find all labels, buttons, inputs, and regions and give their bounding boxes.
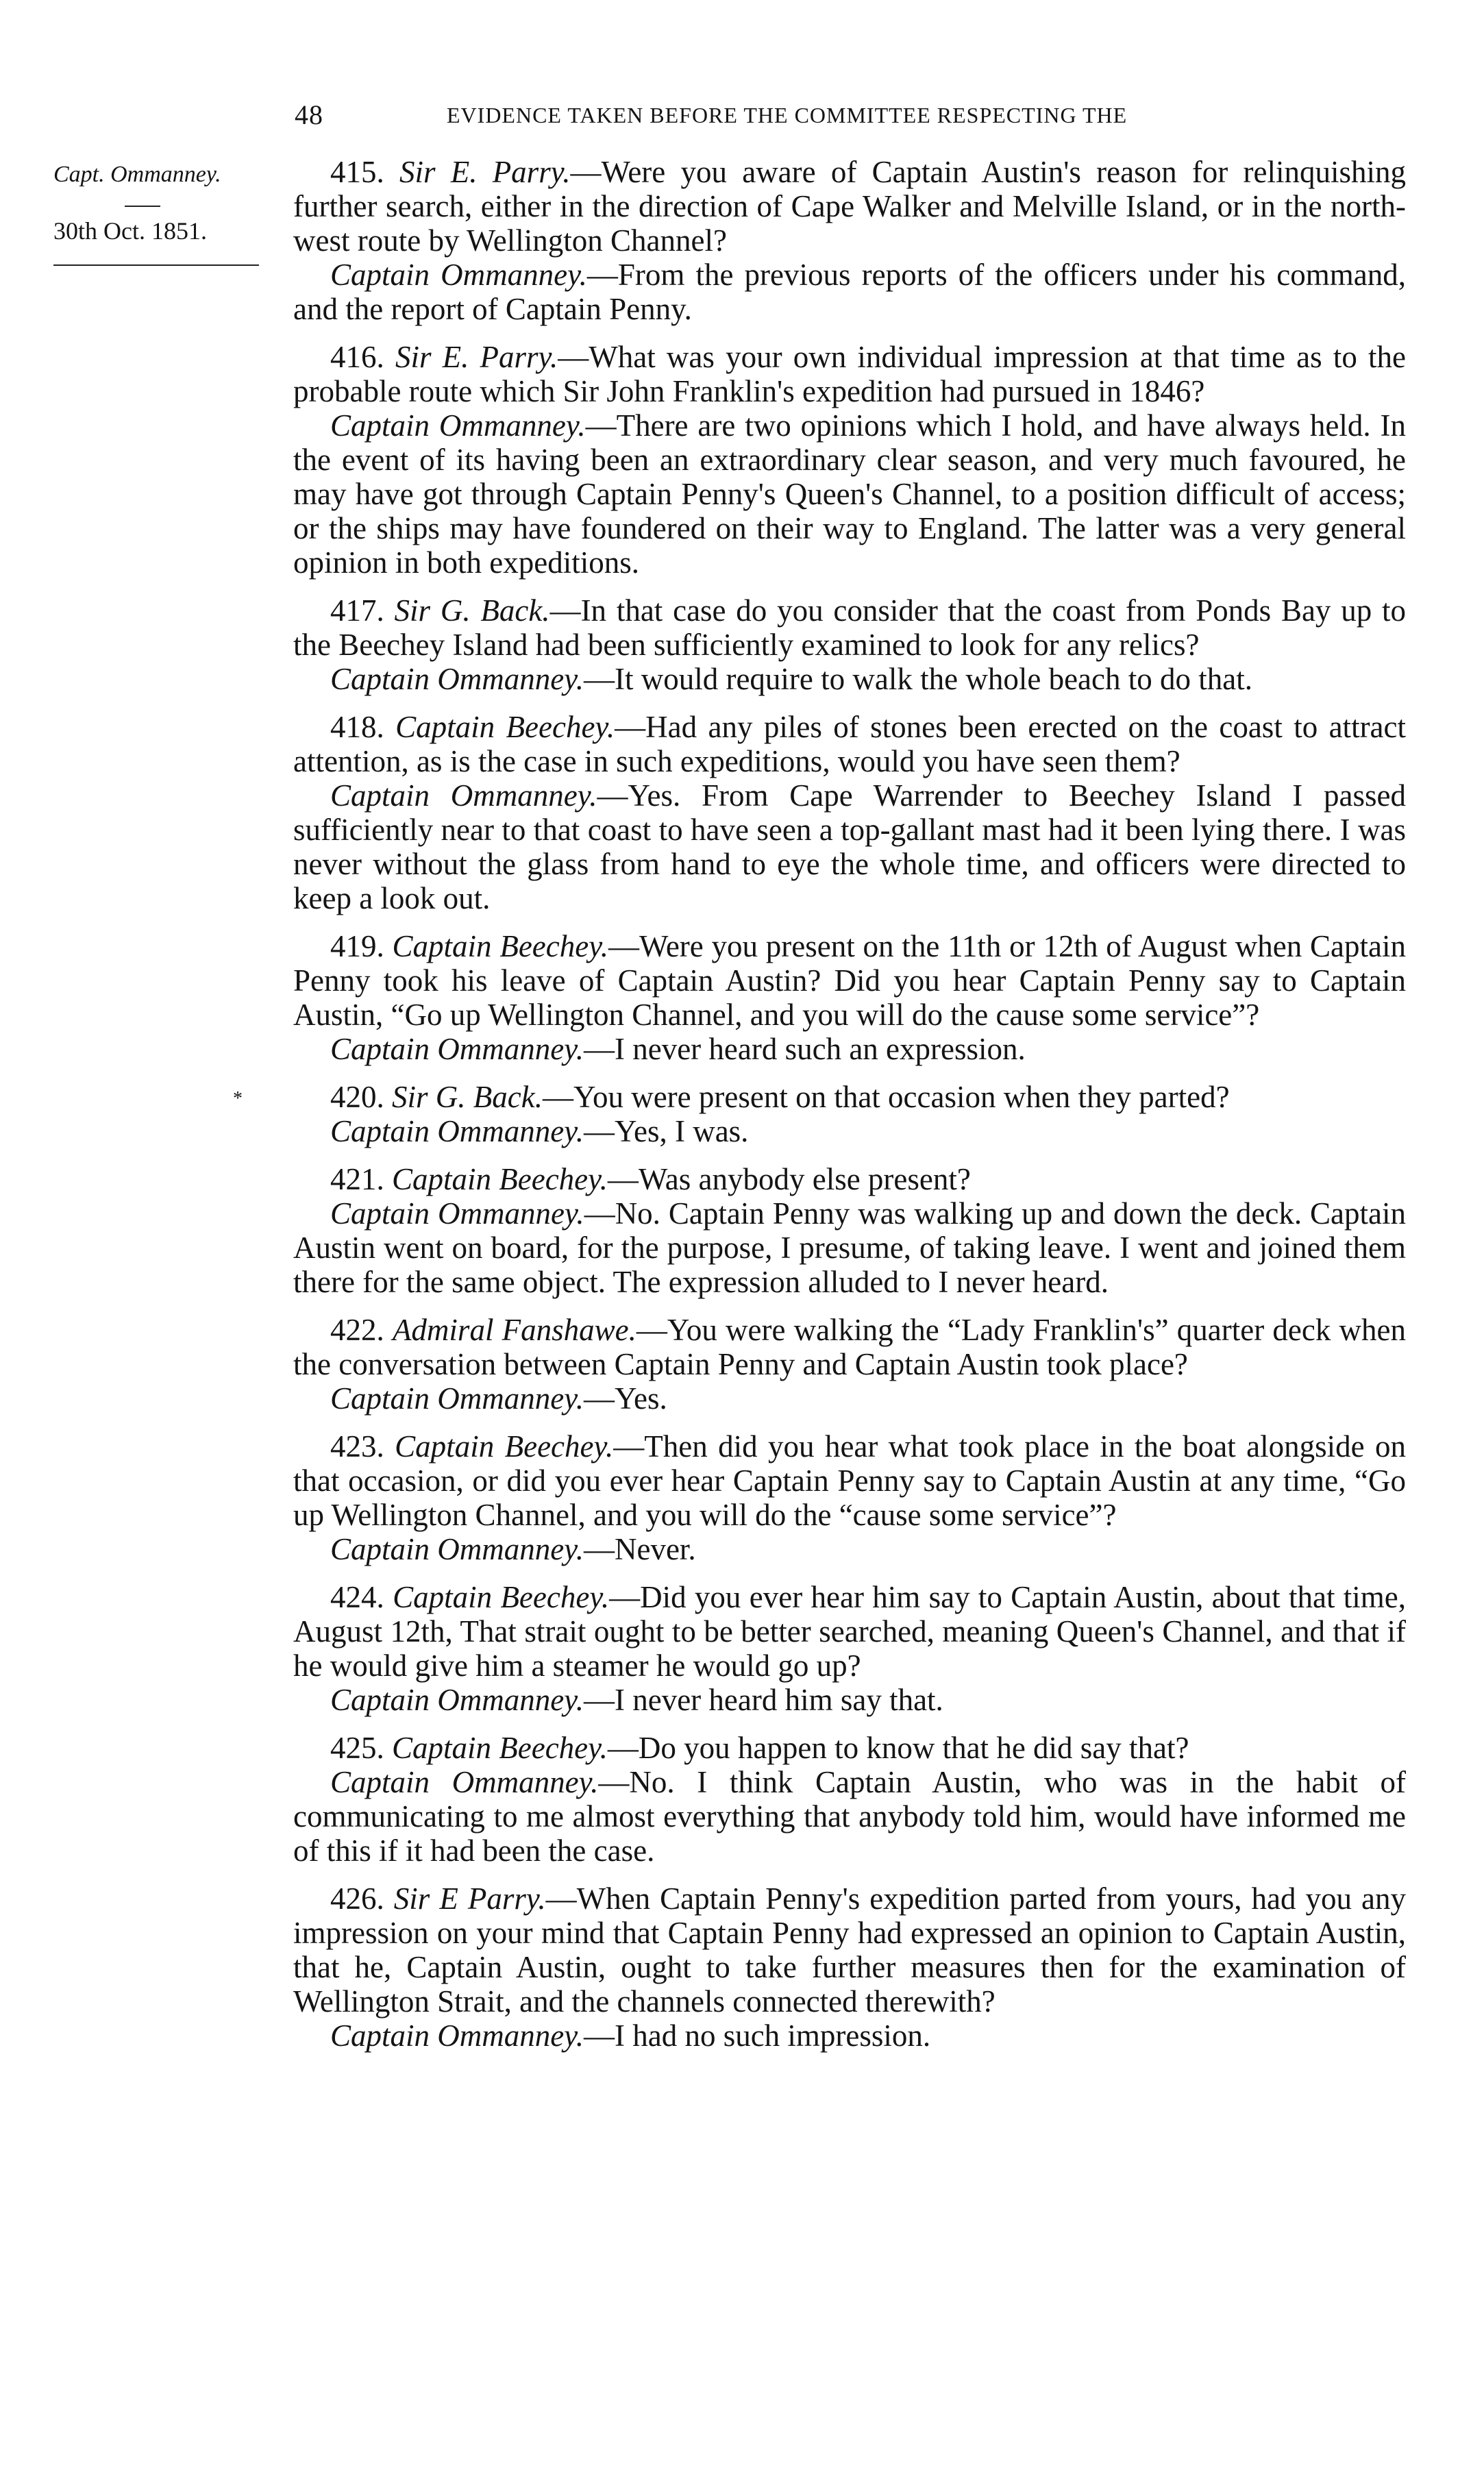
question-number: 425. <box>330 1731 384 1765</box>
answer-text: —It would require to walk the whole beach to do that. <box>583 662 1252 696</box>
answer-text: —Yes. <box>583 1381 667 1416</box>
answerer: Captain Ommanney. <box>330 408 586 443</box>
question-text: —You were present on that occasion when they parted? <box>542 1080 1230 1114</box>
question-text: —Did you ever hear him say to Captain Austin, about that time, August 12th, That strait ought to be better searched, meaning Queen's Channel, and that if he would give him a steamer he would go up? <box>293 1580 1407 1683</box>
question-text: —Were you present on the 11th or 12th of August when Captain Penny took his leave of Captain Austin? Did you hear Captain Penny say to Captain Austin, “Go up Wellington Channel, and you will do the cause some service”? <box>293 929 1407 1032</box>
questioner: Captain Beechey. <box>395 710 615 744</box>
answerer: Captain Ommanney. <box>330 1532 584 1566</box>
running-title: EVIDENCE TAKEN BEFORE THE COMMITTEE RESPECTING THE <box>447 103 1128 127</box>
question-text: —What was your own individual impression at that time as to the probable route which Sir John Franklin's expedition had pursued in 1846? <box>293 340 1406 408</box>
question-number: 415. <box>330 155 384 189</box>
question-text: —When Captain Penny's expedition parted from yours, had you any impression on your mind that Captain Penny had expressed an opinion to Captain Austin, that he, Captain Austin, ought to take further measures then for the examination of Wellington Strait, and the channels connected therewith? <box>293 1881 1407 2019</box>
answerer: Captain Ommanney. <box>330 662 584 696</box>
question-number: 423. <box>330 1429 384 1464</box>
question-entry <box>293 710 1406 915</box>
question-entry <box>293 155 1406 326</box>
question-entry <box>293 1429 1406 1566</box>
question-number: 419. <box>330 929 384 963</box>
question-text: —Had any piles of stones been erected on the coast to attract attention, as is the case in such expeditions, would you have seen them? <box>293 710 1406 778</box>
questioner: Admiral Fanshawe. <box>392 1313 636 1347</box>
margin-date: 30th Oct. 1851. <box>53 217 207 245</box>
answerer: Captain Ommanney. <box>330 1683 584 1717</box>
question-text: —Do you happen to know that he did say that? <box>607 1731 1189 1765</box>
question-entry <box>293 1162 1406 1299</box>
answer-text: —I had no such impression. <box>583 2019 931 2053</box>
answerer: Captain Ommanney. <box>330 258 587 292</box>
questioner: Captain Beechey. <box>392 1162 608 1196</box>
margin-note <box>53 162 273 266</box>
margin-witness: Capt. Ommanney. <box>53 162 221 187</box>
answer-text: —I never heard him say that. <box>583 1683 943 1717</box>
questioner: Captain Beechey. <box>395 1429 614 1464</box>
answer-text: —There are two opinions which I hold, and have always held. In the event of its having been an extraordinary clear season, and very much favoured, he may have got through Captain Penny's Queen's Channel, to a position difficult of access; or the ships may have foundered on their way to England. The latter was a very general opinion in both expeditions. <box>293 408 1406 580</box>
question-number: 426. <box>330 1881 384 1916</box>
question-number: 424. <box>330 1580 384 1614</box>
questioner: Sir E. Parry. <box>395 340 558 374</box>
question-number: 421. <box>330 1162 384 1196</box>
answerer: Captain Ommanney. <box>330 2019 584 2053</box>
question-entry <box>293 1731 1406 1868</box>
answer-text: —Yes. From Cape Warrender to Beechey Island I passed sufficiently near to that coast to have seen a top-gallant mast had it been lying there. I was never without the glass from hand to eye the whole time, and officers were directed to keep a look out. <box>293 778 1406 915</box>
question-entry <box>293 929 1406 1066</box>
questioner: Captain Beechey. <box>393 1580 610 1614</box>
questioner: Sir E Parry. <box>393 1881 546 1916</box>
question-number: 422. <box>330 1313 384 1347</box>
testimony-body <box>293 155 1406 2066</box>
questioner: Sir G. Back. <box>394 593 550 628</box>
question-entry <box>293 340 1406 580</box>
question-entry <box>293 1080 1406 1148</box>
question-number: 420. <box>330 1080 384 1114</box>
answer-text: —From the previous reports of the officers under his command, and the report of Captain Penny. <box>293 258 1406 326</box>
answer-text: —Never. <box>583 1532 696 1566</box>
answerer: Captain Ommanney. <box>330 1196 584 1231</box>
answerer: Captain Ommanney. <box>330 778 597 813</box>
page-number: 48 <box>295 99 323 130</box>
answerer: Captain Ommanney. <box>330 1032 584 1066</box>
question-entry <box>293 593 1406 696</box>
questioner: Sir E. Parry. <box>399 155 571 189</box>
questioner: Captain Beechey. <box>392 929 608 963</box>
question-entry <box>293 1881 1406 2053</box>
answerer: Captain Ommanney. <box>330 1381 584 1416</box>
question-text: —Was anybody else present? <box>607 1162 971 1196</box>
question-entry <box>293 1313 1406 1416</box>
question-text: —Were you aware of Captain Austin's reason for relinquishing further search, either in the direction of Cape Walker and Melville Island, or in the north-west route by Wellington Channel? <box>293 155 1406 258</box>
side-mark: * <box>233 1088 243 1109</box>
answerer: Captain Ommanney. <box>330 1765 599 1799</box>
answer-text: —No. I think Captain Austin, who was in the habit of communicating to me almost everything that anybody told him, would have informed me of this if it had been the case. <box>293 1765 1406 1868</box>
question-text: —In that case do you consider that the coast from Ponds Bay up to the Beechey Island had been sufficiently examined to look for any relics? <box>293 593 1407 662</box>
question-text: —You were walking the “Lady Franklin's” quarter deck when the conversation between Captain Penny and Captain Austin took place? <box>293 1313 1406 1381</box>
question-text: —Then did you hear what took place in the boat alongside on that occasion, or did you ever hear Captain Penny say to Captain Austin at any time, “Go up Wellington Channel, and you will do the “cause some service”? <box>293 1429 1407 1532</box>
question-entry <box>293 1580 1406 1717</box>
answer-text: —No. Captain Penny was walking up and down the deck. Captain Austin went on board, for the purpose, I presume, of taking leave. I went and joined them there for the same object. The expression alluded to I never heard. <box>293 1196 1406 1299</box>
questioner: Sir G. Back. <box>392 1080 543 1114</box>
answerer: Captain Ommanney. <box>330 1114 584 1148</box>
answer-text: —Yes, I was. <box>583 1114 749 1148</box>
question-number: 418. <box>330 710 384 744</box>
margin-dash <box>125 206 160 207</box>
question-number: 417. <box>330 593 384 628</box>
answer-text: —I never heard such an expression. <box>583 1032 1026 1066</box>
questioner: Captain Beechey. <box>392 1731 608 1765</box>
question-number: 416. <box>330 340 384 374</box>
margin-rule <box>53 264 259 266</box>
